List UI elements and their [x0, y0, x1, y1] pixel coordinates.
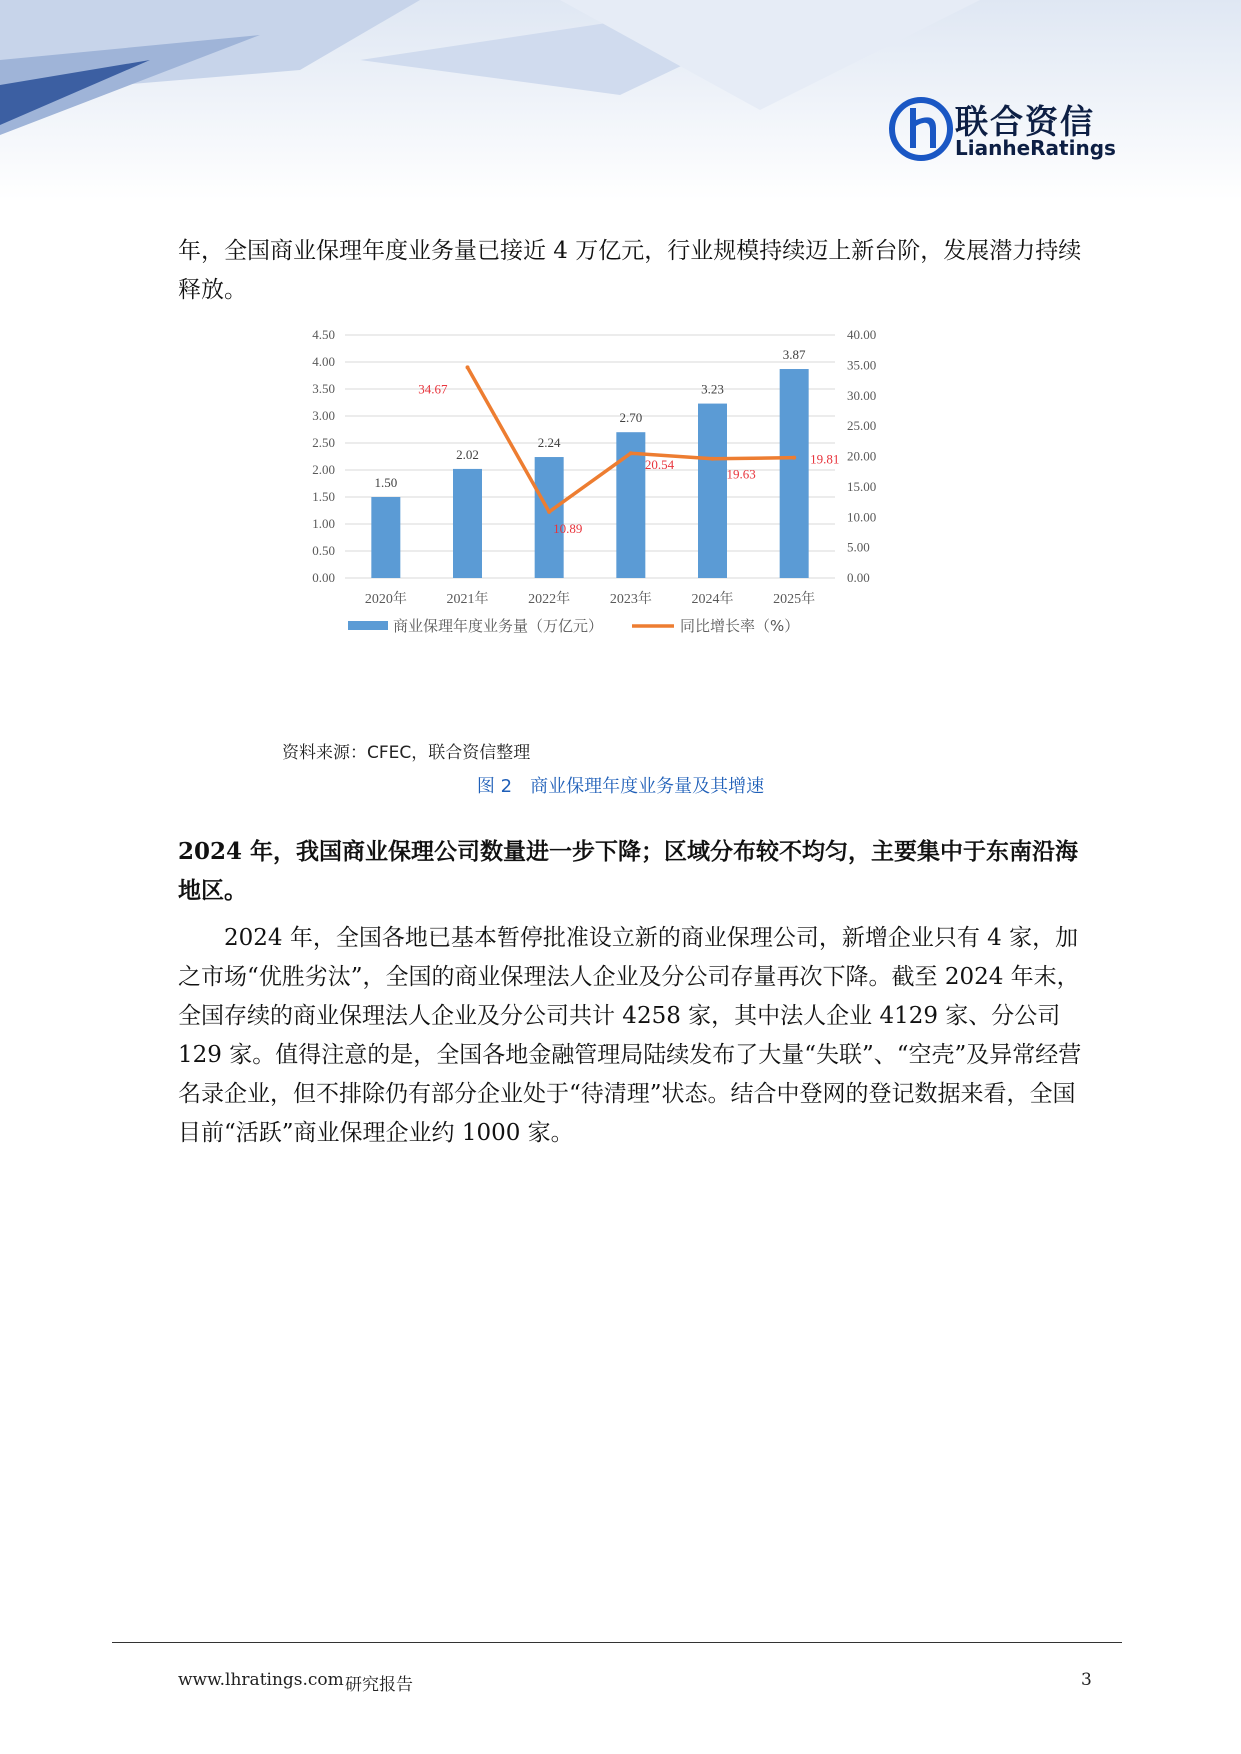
figure-source: 资料来源：CFEC，联合资信整理 — [282, 743, 531, 763]
bar-value-label: 2.24 — [537, 435, 561, 451]
y-right-tick-label: 20.00 — [847, 448, 877, 464]
bar-value-label: 3.87 — [782, 347, 806, 363]
y-right-tick-label: 25.00 — [847, 418, 877, 434]
bar — [698, 404, 727, 578]
y-left-tick-label: 4.50 — [312, 327, 335, 342]
bar-value-label: 1.50 — [374, 475, 398, 490]
y-right-tick-label: 30.00 — [847, 387, 877, 403]
y-right-tick-label: 0.00 — [847, 570, 870, 585]
y-right-tick-label: 35.00 — [847, 357, 877, 373]
x-tick-label: 2025年 — [773, 592, 816, 607]
x-tick-label: 2023年 — [609, 592, 652, 607]
business-volume-chart — [280, 320, 1000, 720]
growth-rate-label: 10.89 — [553, 520, 583, 536]
bar — [453, 469, 482, 578]
x-tick-label: 2024年 — [691, 592, 734, 607]
y-left-tick-label: 3.00 — [312, 408, 335, 423]
x-tick-label: 2022年 — [528, 592, 571, 607]
body-paragraph: 2024 年，全国各地已基本暂停批准设立新的商业保理公司，新增企业只有 4 家，加之市场“优胜劣汰”，全国的商业保理法人企业及分公司存量再次下降。截至 2024 年末，全国存续的商业保理法人企业及分公司共计 4258 家，其中法人企业 4129 家、分公司 129 家。值得注意的是，全国各地金融管理局陆续发布了大量“失联”、“空壳”及异常经营名录企业，但不排除仍有部分企业处于“待清理”状态。结合中登网的登记数据来看，全国目前“活跃”商业保理企业约 1000 家。 — [178, 925, 1082, 1146]
y-left-tick-label: 3.50 — [312, 381, 335, 396]
growth-rate-point — [711, 457, 715, 461]
y-left-tick-label: 1.50 — [312, 489, 335, 504]
growth-rate-label: 20.54 — [644, 457, 675, 473]
growth-rate-point — [792, 456, 796, 460]
y-left-tick-label: 1.00 — [312, 516, 335, 531]
lianhe-logo-icon — [886, 94, 956, 164]
section-heading: 2024 年，我国商业保理公司数量进一步下降；区域分布较不均匀，主要集中于东南沿海地区。 — [178, 838, 1079, 904]
bar — [535, 457, 564, 578]
legend-bar-swatch — [348, 621, 388, 630]
page-number: 3 — [1081, 1670, 1092, 1690]
bar — [371, 497, 400, 578]
footer-report-type: 研究报告 — [345, 1675, 413, 1695]
x-tick-label: 2020年 — [364, 592, 407, 607]
y-right-tick-label: 15.00 — [847, 478, 877, 494]
y-left-tick-label: 0.00 — [312, 570, 335, 585]
intro-paragraph: 年，全国商业保理年度业务量已接近 4 万亿元，行业规模持续迈上新台阶，发展潜力持续释放。 — [178, 238, 1082, 303]
y-left-tick-label: 2.00 — [312, 462, 335, 477]
y-left-tick-label: 4.00 — [312, 354, 335, 369]
growth-rate-label: 19.63 — [726, 466, 756, 482]
bar-value-label: 2.02 — [456, 446, 479, 462]
logo-name-en: LianheRatings — [955, 136, 1116, 160]
growth-rate-label: 34.67 — [418, 381, 448, 397]
growth-rate-point — [629, 451, 633, 455]
x-tick-label: 2021年 — [446, 592, 489, 607]
growth-rate-label: 19.81 — [810, 451, 840, 467]
growth-rate-point — [547, 510, 551, 514]
y-right-tick-label: 40.00 — [847, 327, 877, 342]
y-right-tick-label: 10.00 — [847, 509, 877, 525]
footer-website-link[interactable]: www.lhratings.com — [178, 1670, 344, 1690]
figure-caption: 图 2 商业保理年度业务量及其增速 — [476, 776, 765, 797]
y-left-tick-label: 2.50 — [312, 435, 335, 450]
legend-line-label: 同比增长率（%） — [680, 617, 800, 635]
footer-divider — [112, 1642, 1122, 1643]
growth-rate-point — [466, 365, 470, 369]
legend-bar-label: 商业保理年度业务量（万亿元） — [393, 617, 604, 635]
bar-value-label: 3.23 — [701, 381, 724, 397]
bar — [780, 369, 809, 578]
y-left-tick-label: 0.50 — [312, 543, 335, 558]
logo-name-cn: 联合资信 — [955, 102, 1095, 141]
bar-value-label: 2.70 — [619, 410, 643, 426]
y-right-tick-label: 5.00 — [847, 539, 870, 555]
